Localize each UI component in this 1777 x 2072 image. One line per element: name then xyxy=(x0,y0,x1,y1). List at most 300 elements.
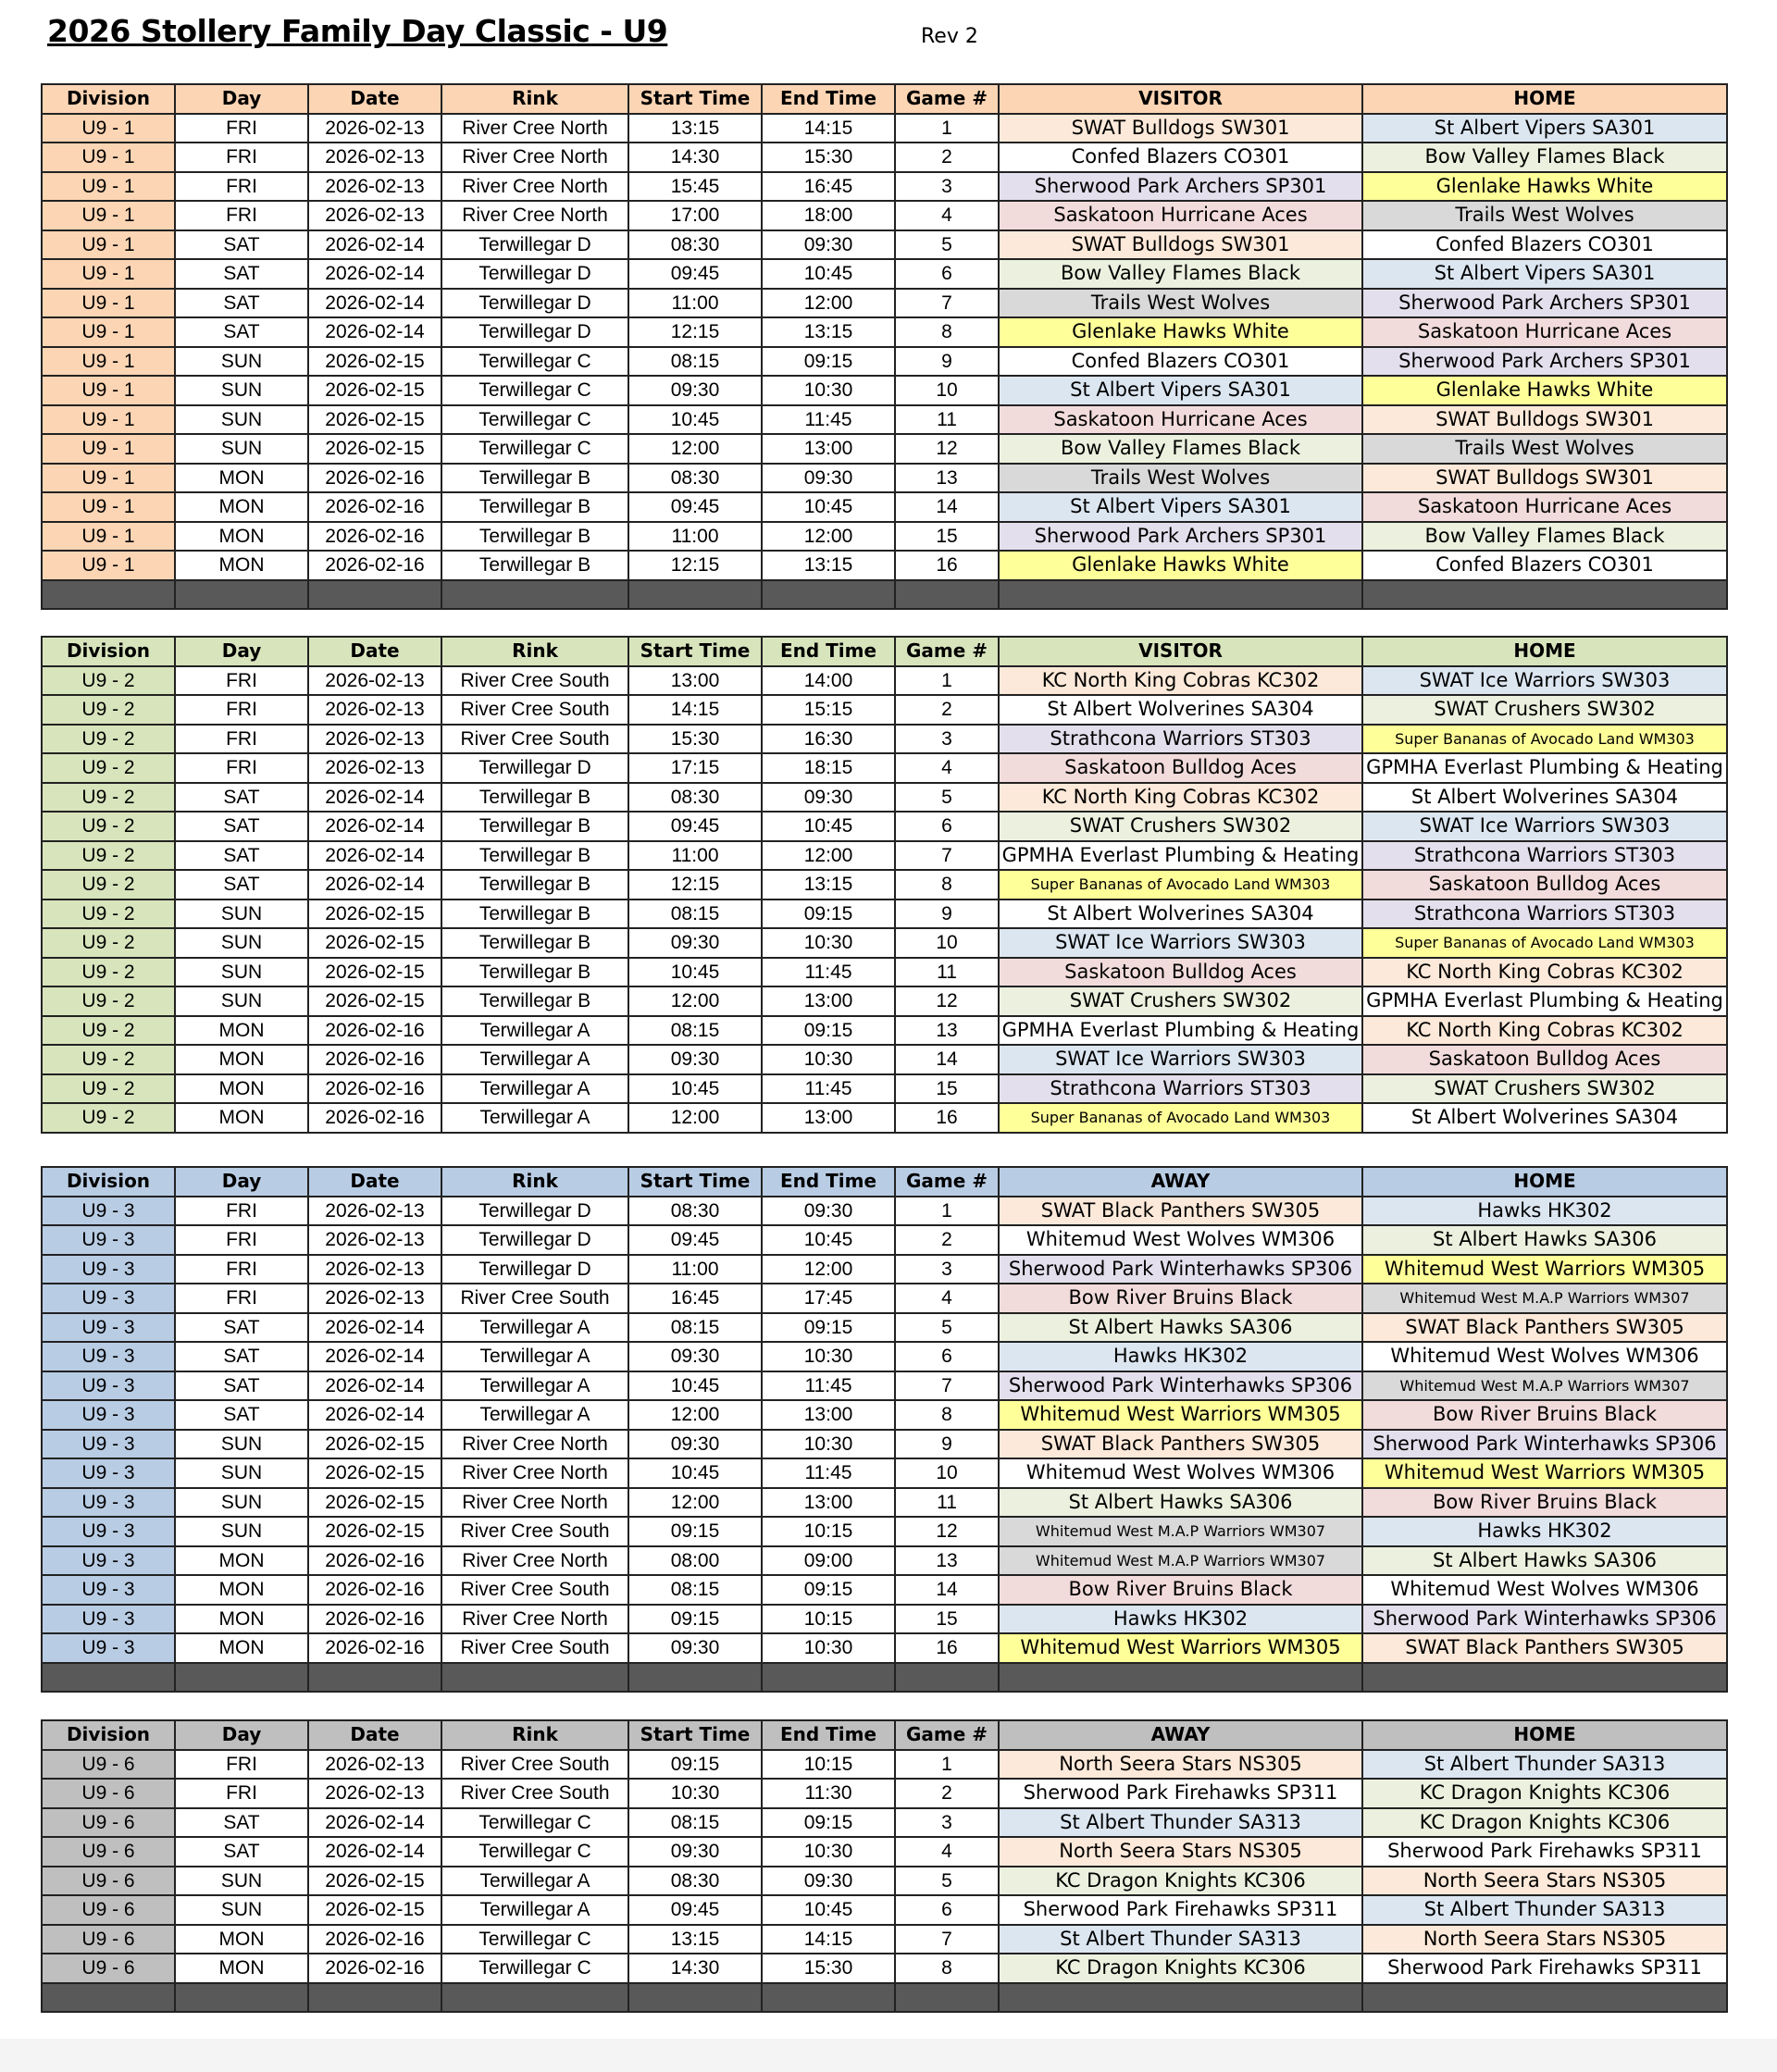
day-cell: SUN xyxy=(175,1458,308,1488)
rink-cell: Terwillegar C xyxy=(441,1808,628,1838)
table-row xyxy=(42,464,1727,493)
date-cell: 2026-02-16 xyxy=(308,1103,441,1133)
division-cell: U9 - 6 xyxy=(42,1895,175,1925)
rink-cell: Terwillegar A xyxy=(441,1045,628,1074)
game-number-cell: 2 xyxy=(895,1779,999,1808)
rink-cell: River Cree North xyxy=(441,172,628,202)
date-cell: 2026-02-14 xyxy=(308,841,441,871)
day-cell: MON xyxy=(175,1103,308,1133)
game-number-cell: 4 xyxy=(895,1284,999,1313)
end-time-cell: 09:30 xyxy=(762,230,895,260)
rink-cell: Terwillegar B xyxy=(441,870,628,900)
home-team-cell: GPMHA Everlast Plumbing & Heating xyxy=(1362,986,1727,1016)
revision-label: Rev 2 xyxy=(921,25,978,48)
column-header: Day xyxy=(175,1720,308,1750)
start-time-cell: 09:15 xyxy=(628,1605,762,1634)
day-cell: SUN xyxy=(175,1867,308,1896)
rink-cell: Terwillegar A xyxy=(441,1016,628,1046)
end-time-cell: 12:00 xyxy=(762,522,895,552)
visitor-team-cell: Bow Valley Flames Black xyxy=(999,434,1362,464)
start-time-cell: 09:45 xyxy=(628,1895,762,1925)
rink-cell: Terwillegar B xyxy=(441,464,628,493)
home-team-cell: GPMHA Everlast Plumbing & Heating xyxy=(1362,753,1727,783)
day-cell: SAT xyxy=(175,230,308,260)
date-cell: 2026-02-15 xyxy=(308,1430,441,1459)
home-team-cell: Trails West Wolves xyxy=(1362,434,1727,464)
home-team-cell: Strathcona Warriors ST303 xyxy=(1362,841,1727,871)
date-cell: 2026-02-15 xyxy=(308,347,441,377)
division-cell: U9 - 6 xyxy=(42,1750,175,1780)
date-cell: 2026-02-13 xyxy=(308,1225,441,1255)
division-cell: U9 - 1 xyxy=(42,259,175,289)
division-cell: U9 - 2 xyxy=(42,783,175,813)
home-team-cell: North Seera Stars NS305 xyxy=(1362,1925,1727,1954)
rink-cell: Terwillegar A xyxy=(441,1895,628,1925)
date-cell: 2026-02-14 xyxy=(308,1837,441,1867)
day-cell: FRI xyxy=(175,1225,308,1255)
footer-cell xyxy=(762,1983,895,2012)
visitor-team-cell: Whitemud West M.A.P Warriors WM307 xyxy=(999,1517,1362,1546)
division-cell: U9 - 3 xyxy=(42,1575,175,1605)
home-team-cell: Strathcona Warriors ST303 xyxy=(1362,900,1727,929)
day-cell: FRI xyxy=(175,201,308,230)
rink-cell: Terwillegar C xyxy=(441,1837,628,1867)
visitor-team-cell: Sherwood Park Firehawks SP311 xyxy=(999,1779,1362,1808)
home-team-cell: SWAT Crushers SW302 xyxy=(1362,695,1727,725)
home-team-cell: Glenlake Hawks White xyxy=(1362,376,1727,405)
table-row xyxy=(42,1808,1727,1838)
end-time-cell: 14:15 xyxy=(762,114,895,143)
home-team-cell: Trails West Wolves xyxy=(1362,201,1727,230)
division-cell: U9 - 1 xyxy=(42,143,175,172)
start-time-cell: 12:00 xyxy=(628,434,762,464)
start-time-cell: 10:45 xyxy=(628,1074,762,1104)
visitor-team-cell: KC Dragon Knights KC306 xyxy=(999,1867,1362,1896)
end-time-cell: 10:30 xyxy=(762,928,895,958)
end-time-cell: 15:15 xyxy=(762,695,895,725)
day-cell: FRI xyxy=(175,143,308,172)
footer-cell xyxy=(895,1663,999,1692)
home-team-cell: KC Dragon Knights KC306 xyxy=(1362,1779,1727,1808)
visitor-team-cell: SWAT Ice Warriors SW303 xyxy=(999,928,1362,958)
game-number-cell: 15 xyxy=(895,522,999,552)
visitor-team-cell: Saskatoon Hurricane Aces xyxy=(999,201,1362,230)
rink-cell: Terwillegar C xyxy=(441,434,628,464)
end-time-cell: 09:30 xyxy=(762,783,895,813)
end-time-cell: 09:30 xyxy=(762,1867,895,1896)
date-cell: 2026-02-13 xyxy=(308,1197,441,1226)
home-team-cell: Bow River Bruins Black xyxy=(1362,1488,1727,1518)
footer-cell xyxy=(175,1983,308,2012)
rink-cell: River Cree South xyxy=(441,725,628,754)
header-row xyxy=(42,84,1727,114)
game-number-cell: 6 xyxy=(895,1342,999,1371)
table-row xyxy=(42,841,1727,871)
end-time-cell: 10:15 xyxy=(762,1750,895,1780)
table-row xyxy=(42,1197,1727,1226)
end-time-cell: 11:45 xyxy=(762,1074,895,1104)
division-cell: U9 - 3 xyxy=(42,1488,175,1518)
column-header: HOME xyxy=(1362,1720,1727,1750)
footer-cell xyxy=(308,1663,441,1692)
visitor-team-cell: GPMHA Everlast Plumbing & Heating xyxy=(999,841,1362,871)
table-row xyxy=(42,1837,1727,1867)
date-cell: 2026-02-13 xyxy=(308,695,441,725)
visitor-team-cell: Confed Blazers CO301 xyxy=(999,347,1362,377)
rink-cell: River Cree North xyxy=(441,1488,628,1518)
day-cell: SUN xyxy=(175,1517,308,1546)
visitor-team-cell: Hawks HK302 xyxy=(999,1605,1362,1634)
end-time-cell: 11:45 xyxy=(762,1458,895,1488)
visitor-team-cell: KC Dragon Knights KC306 xyxy=(999,1954,1362,1983)
end-time-cell: 16:30 xyxy=(762,725,895,754)
day-cell: MON xyxy=(175,1074,308,1104)
date-cell: 2026-02-14 xyxy=(308,783,441,813)
visitor-team-cell: North Seera Stars NS305 xyxy=(999,1837,1362,1867)
table-row xyxy=(42,1458,1727,1488)
column-header: Game # xyxy=(895,84,999,114)
column-header: End Time xyxy=(762,84,895,114)
game-number-cell: 3 xyxy=(895,172,999,202)
game-number-cell: 1 xyxy=(895,1750,999,1780)
start-time-cell: 09:15 xyxy=(628,1750,762,1780)
start-time-cell: 10:30 xyxy=(628,1779,762,1808)
start-time-cell: 11:00 xyxy=(628,289,762,318)
division-cell: U9 - 1 xyxy=(42,522,175,552)
rink-cell: River Cree North xyxy=(441,114,628,143)
day-cell: SAT xyxy=(175,317,308,347)
game-number-cell: 7 xyxy=(895,841,999,871)
end-time-cell: 09:30 xyxy=(762,1197,895,1226)
day-cell: FRI xyxy=(175,1779,308,1808)
table-row xyxy=(42,1925,1727,1954)
date-cell: 2026-02-16 xyxy=(308,1954,441,1983)
home-team-cell: Saskatoon Bulldog Aces xyxy=(1362,1045,1727,1074)
home-team-cell: Glenlake Hawks White xyxy=(1362,172,1727,202)
start-time-cell: 09:30 xyxy=(628,1633,762,1663)
home-team-cell: St Albert Hawks SA306 xyxy=(1362,1225,1727,1255)
table-row xyxy=(42,1255,1727,1284)
end-time-cell: 13:00 xyxy=(762,1400,895,1430)
footer-cell xyxy=(895,580,999,609)
date-cell: 2026-02-14 xyxy=(308,230,441,260)
table-row xyxy=(42,1342,1727,1371)
visitor-team-cell: Trails West Wolves xyxy=(999,289,1362,318)
division-cell: U9 - 2 xyxy=(42,1103,175,1133)
home-team-cell: Whitemud West Warriors WM305 xyxy=(1362,1255,1727,1284)
footer-row xyxy=(42,1983,1727,2012)
rink-cell: Terwillegar A xyxy=(441,1400,628,1430)
column-header: End Time xyxy=(762,1167,895,1197)
game-number-cell: 11 xyxy=(895,405,999,435)
game-number-cell: 3 xyxy=(895,1808,999,1838)
start-time-cell: 14:15 xyxy=(628,695,762,725)
game-number-cell: 5 xyxy=(895,230,999,260)
visitor-team-cell: St Albert Wolverines SA304 xyxy=(999,900,1362,929)
home-team-cell: Sherwood Park Winterhawks SP306 xyxy=(1362,1430,1727,1459)
table-row xyxy=(42,1867,1727,1896)
start-time-cell: 09:45 xyxy=(628,492,762,522)
date-cell: 2026-02-15 xyxy=(308,900,441,929)
date-cell: 2026-02-14 xyxy=(308,812,441,841)
game-number-cell: 13 xyxy=(895,1546,999,1576)
rink-cell: Terwillegar B xyxy=(441,841,628,871)
home-team-cell: Hawks HK302 xyxy=(1362,1517,1727,1546)
day-cell: SUN xyxy=(175,1488,308,1518)
home-team-cell: SWAT Ice Warriors SW303 xyxy=(1362,812,1727,841)
start-time-cell: 08:15 xyxy=(628,1313,762,1343)
table-row xyxy=(42,870,1727,900)
home-team-cell: St Albert Vipers SA301 xyxy=(1362,114,1727,143)
column-header: Game # xyxy=(895,1720,999,1750)
date-cell: 2026-02-16 xyxy=(308,1016,441,1046)
game-number-cell: 6 xyxy=(895,812,999,841)
column-header: Rink xyxy=(441,84,628,114)
date-cell: 2026-02-14 xyxy=(308,870,441,900)
home-team-cell: Saskatoon Bulldog Aces xyxy=(1362,870,1727,900)
table-row xyxy=(42,259,1727,289)
column-header: Day xyxy=(175,84,308,114)
table-row xyxy=(42,1488,1727,1518)
game-number-cell: 1 xyxy=(895,1197,999,1226)
home-team-cell: Sherwood Park Archers SP301 xyxy=(1362,347,1727,377)
end-time-cell: 12:00 xyxy=(762,1255,895,1284)
date-cell: 2026-02-14 xyxy=(308,1371,441,1401)
column-header: Start Time xyxy=(628,637,762,666)
column-header: End Time xyxy=(762,1720,895,1750)
visitor-team-cell: Whitemud West Wolves WM306 xyxy=(999,1225,1362,1255)
table-row xyxy=(42,405,1727,435)
visitor-team-cell: Sherwood Park Archers SP301 xyxy=(999,172,1362,202)
day-cell: SAT xyxy=(175,812,308,841)
table-row xyxy=(42,1430,1727,1459)
game-number-cell: 10 xyxy=(895,1458,999,1488)
game-number-cell: 16 xyxy=(895,1103,999,1133)
end-time-cell: 10:30 xyxy=(762,1045,895,1074)
division-cell: U9 - 3 xyxy=(42,1284,175,1313)
visitor-team-cell: SWAT Bulldogs SW301 xyxy=(999,114,1362,143)
rink-cell: Terwillegar D xyxy=(441,1197,628,1226)
rink-cell: Terwillegar B xyxy=(441,551,628,580)
end-time-cell: 11:30 xyxy=(762,1779,895,1808)
column-header: HOME xyxy=(1362,1167,1727,1197)
start-time-cell: 09:45 xyxy=(628,1225,762,1255)
end-time-cell: 09:15 xyxy=(762,900,895,929)
visitor-team-cell: SWAT Crushers SW302 xyxy=(999,986,1362,1016)
table-row xyxy=(42,812,1727,841)
home-team-cell: St Albert Hawks SA306 xyxy=(1362,1546,1727,1576)
end-time-cell: 09:15 xyxy=(762,1313,895,1343)
table-row xyxy=(42,1575,1727,1605)
visitor-team-cell: St Albert Thunder SA313 xyxy=(999,1925,1362,1954)
column-header: Day xyxy=(175,637,308,666)
game-number-cell: 4 xyxy=(895,753,999,783)
home-team-cell: Confed Blazers CO301 xyxy=(1362,230,1727,260)
division-cell: U9 - 1 xyxy=(42,172,175,202)
day-cell: FRI xyxy=(175,1750,308,1780)
start-time-cell: 15:45 xyxy=(628,172,762,202)
table-row xyxy=(42,1074,1727,1104)
end-time-cell: 11:45 xyxy=(762,1371,895,1401)
home-team-cell: Saskatoon Hurricane Aces xyxy=(1362,492,1727,522)
rink-cell: River Cree North xyxy=(441,1605,628,1634)
home-team-cell: Hawks HK302 xyxy=(1362,1197,1727,1226)
start-time-cell: 09:45 xyxy=(628,259,762,289)
date-cell: 2026-02-15 xyxy=(308,1895,441,1925)
home-team-cell: Super Bananas of Avocado Land WM303 xyxy=(1362,725,1727,754)
table-row xyxy=(42,1313,1727,1343)
date-cell: 2026-02-15 xyxy=(308,405,441,435)
rink-cell: Terwillegar C xyxy=(441,1954,628,1983)
rink-cell: River Cree South xyxy=(441,1633,628,1663)
start-time-cell: 10:45 xyxy=(628,1458,762,1488)
rink-cell: Terwillegar D xyxy=(441,1225,628,1255)
game-number-cell: 8 xyxy=(895,317,999,347)
rink-cell: Terwillegar A xyxy=(441,1371,628,1401)
start-time-cell: 11:00 xyxy=(628,1255,762,1284)
date-cell: 2026-02-15 xyxy=(308,1488,441,1518)
date-cell: 2026-02-13 xyxy=(308,666,441,696)
column-header: Date xyxy=(308,1167,441,1197)
date-cell: 2026-02-13 xyxy=(308,1750,441,1780)
rink-cell: Terwillegar D xyxy=(441,230,628,260)
rink-cell: Terwillegar C xyxy=(441,405,628,435)
game-number-cell: 5 xyxy=(895,783,999,813)
date-cell: 2026-02-16 xyxy=(308,464,441,493)
home-team-cell: Bow Valley Flames Black xyxy=(1362,522,1727,552)
visitor-team-cell: Whitemud West Warriors WM305 xyxy=(999,1633,1362,1663)
game-number-cell: 9 xyxy=(895,900,999,929)
footer-cell xyxy=(1362,1983,1727,2012)
game-number-cell: 11 xyxy=(895,958,999,987)
day-cell: MON xyxy=(175,1045,308,1074)
end-time-cell: 15:30 xyxy=(762,143,895,172)
visitor-team-cell: Whitemud West Warriors WM305 xyxy=(999,1400,1362,1430)
home-team-cell: North Seera Stars NS305 xyxy=(1362,1867,1727,1896)
date-cell: 2026-02-16 xyxy=(308,1045,441,1074)
column-header: Date xyxy=(308,637,441,666)
visitor-team-cell: Whitemud West Wolves WM306 xyxy=(999,1458,1362,1488)
table-row xyxy=(42,1045,1727,1074)
home-team-cell: KC Dragon Knights KC306 xyxy=(1362,1808,1727,1838)
date-cell: 2026-02-14 xyxy=(308,1400,441,1430)
division-cell: U9 - 3 xyxy=(42,1255,175,1284)
visitor-team-cell: Sherwood Park Firehawks SP311 xyxy=(999,1895,1362,1925)
rink-cell: River Cree North xyxy=(441,1430,628,1459)
rink-cell: Terwillegar A xyxy=(441,1867,628,1896)
date-cell: 2026-02-14 xyxy=(308,259,441,289)
visitor-team-cell: Saskatoon Bulldog Aces xyxy=(999,958,1362,987)
day-cell: SAT xyxy=(175,870,308,900)
end-time-cell: 15:30 xyxy=(762,1954,895,1983)
table-row xyxy=(42,695,1727,725)
game-number-cell: 1 xyxy=(895,666,999,696)
column-header: VISITOR xyxy=(999,637,1362,666)
home-team-cell: SWAT Bulldogs SW301 xyxy=(1362,464,1727,493)
home-team-cell: SWAT Black Panthers SW305 xyxy=(1362,1313,1727,1343)
day-cell: FRI xyxy=(175,114,308,143)
table-row xyxy=(42,1016,1727,1046)
table-row xyxy=(42,551,1727,580)
game-number-cell: 11 xyxy=(895,1488,999,1518)
end-time-cell: 18:00 xyxy=(762,201,895,230)
day-cell: SUN xyxy=(175,986,308,1016)
start-time-cell: 13:15 xyxy=(628,1925,762,1954)
home-team-cell: Confed Blazers CO301 xyxy=(1362,551,1727,580)
start-time-cell: 09:45 xyxy=(628,812,762,841)
division-cell: U9 - 3 xyxy=(42,1371,175,1401)
day-cell: SAT xyxy=(175,1371,308,1401)
day-cell: FRI xyxy=(175,725,308,754)
table-row xyxy=(42,986,1727,1016)
home-team-cell: St Albert Wolverines SA304 xyxy=(1362,783,1727,813)
game-number-cell: 2 xyxy=(895,695,999,725)
date-cell: 2026-02-13 xyxy=(308,725,441,754)
end-time-cell: 11:45 xyxy=(762,405,895,435)
division-cell: U9 - 2 xyxy=(42,753,175,783)
game-number-cell: 16 xyxy=(895,1633,999,1663)
table-row xyxy=(42,1895,1727,1925)
division-cell: U9 - 2 xyxy=(42,900,175,929)
day-cell: FRI xyxy=(175,753,308,783)
table-row xyxy=(42,230,1727,260)
footer-cell xyxy=(42,1663,175,1692)
division-cell: U9 - 2 xyxy=(42,666,175,696)
day-cell: MON xyxy=(175,1546,308,1576)
date-cell: 2026-02-16 xyxy=(308,1575,441,1605)
day-cell: SAT xyxy=(175,1400,308,1430)
day-cell: SUN xyxy=(175,900,308,929)
rink-cell: Terwillegar D xyxy=(441,1255,628,1284)
day-cell: SUN xyxy=(175,928,308,958)
date-cell: 2026-02-13 xyxy=(308,1779,441,1808)
day-cell: SAT xyxy=(175,1808,308,1838)
column-header: Date xyxy=(308,1720,441,1750)
day-cell: MON xyxy=(175,522,308,552)
date-cell: 2026-02-15 xyxy=(308,958,441,987)
visitor-team-cell: North Seera Stars NS305 xyxy=(999,1750,1362,1780)
date-cell: 2026-02-16 xyxy=(308,522,441,552)
home-team-cell: SWAT Black Panthers SW305 xyxy=(1362,1633,1727,1663)
column-header: Division xyxy=(42,1720,175,1750)
visitor-team-cell: Bow River Bruins Black xyxy=(999,1575,1362,1605)
table-row xyxy=(42,289,1727,318)
division-cell: U9 - 1 xyxy=(42,317,175,347)
start-time-cell: 12:00 xyxy=(628,986,762,1016)
game-number-cell: 1 xyxy=(895,114,999,143)
division-cell: U9 - 2 xyxy=(42,1074,175,1104)
visitor-team-cell: SWAT Ice Warriors SW303 xyxy=(999,1045,1362,1074)
end-time-cell: 13:00 xyxy=(762,986,895,1016)
date-cell: 2026-02-13 xyxy=(308,114,441,143)
column-header: Division xyxy=(42,1167,175,1197)
date-cell: 2026-02-15 xyxy=(308,928,441,958)
division-cell: U9 - 3 xyxy=(42,1313,175,1343)
start-time-cell: 12:00 xyxy=(628,1400,762,1430)
start-time-cell: 09:15 xyxy=(628,1517,762,1546)
start-time-cell: 08:30 xyxy=(628,230,762,260)
start-time-cell: 17:00 xyxy=(628,201,762,230)
date-cell: 2026-02-15 xyxy=(308,1458,441,1488)
end-time-cell: 13:15 xyxy=(762,317,895,347)
date-cell: 2026-02-15 xyxy=(308,434,441,464)
footer-cell xyxy=(628,1983,762,2012)
date-cell: 2026-02-16 xyxy=(308,1925,441,1954)
division-cell: U9 - 6 xyxy=(42,1867,175,1896)
column-header: Rink xyxy=(441,1720,628,1750)
footer-cell xyxy=(308,1983,441,2012)
day-cell: SAT xyxy=(175,259,308,289)
